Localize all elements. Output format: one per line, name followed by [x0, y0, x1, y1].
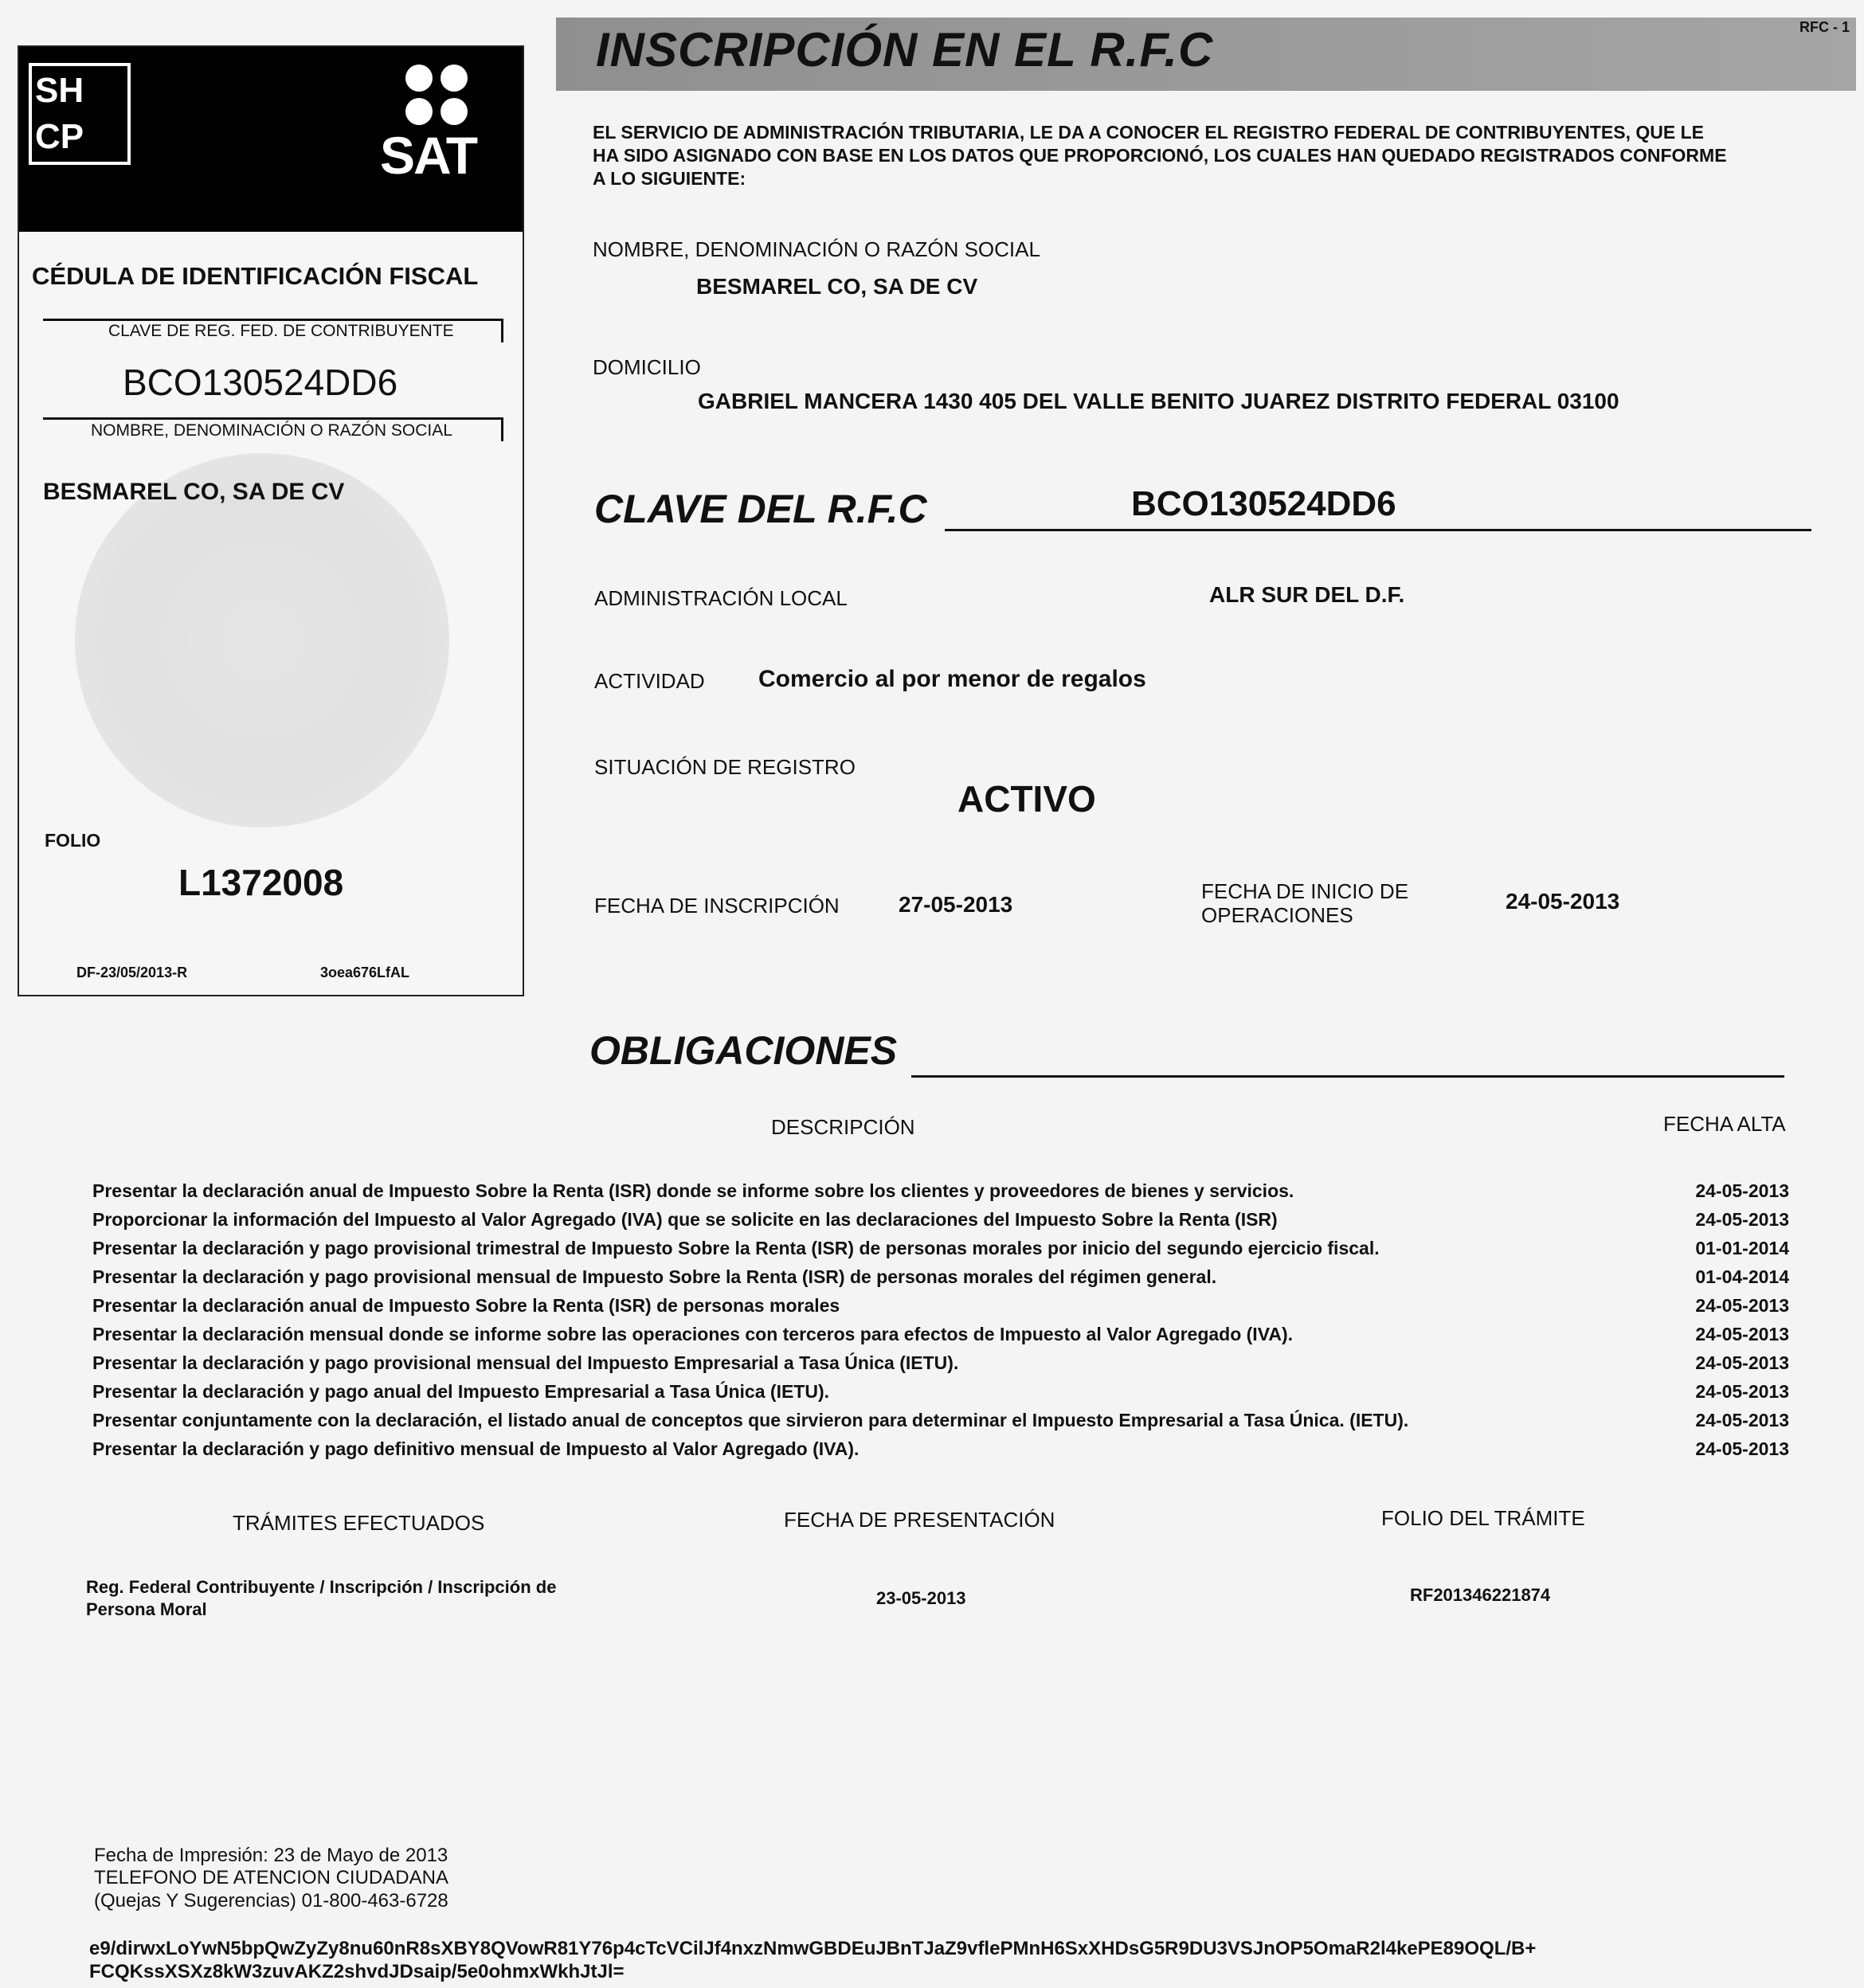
- folio-tramite-header: FOLIO DEL TRÁMITE: [1381, 1506, 1585, 1530]
- intro-line-1: EL SERVICIO DE ADMINISTRACIÓN TRIBUTARIA, LE DA A CONOCER EL REGISTRO FEDERAL DE CONTRIBUYENTES, QUE LE: [593, 122, 1705, 143]
- obligacion-fecha: 24-05-2013: [1695, 1180, 1789, 1201]
- rfc-label: CLAVE DE REG. FED. DE CONTRIBUYENTE: [108, 322, 454, 340]
- nombre-label: NOMBRE, DENOMINACIÓN O RAZÓN SOCIAL: [593, 237, 1040, 261]
- folio-value: L1372008: [178, 862, 344, 903]
- fecha-impresion: Fecha de Impresión: 23 de Mayo de 2013: [94, 1845, 448, 1866]
- domicilio-value: GABRIEL MANCERA 1430 405 DEL VALLE BENITO JUAREZ DISTRITO FEDERAL 03100: [698, 389, 1619, 413]
- name-label: NOMBRE, DENOMINACIÓN O RAZÓN SOCIAL: [91, 421, 452, 440]
- card-header: [19, 47, 523, 232]
- national-seal-watermark: [75, 453, 449, 828]
- obligacion-row: [92, 1352, 1789, 1381]
- tramite-desc-line-1: Reg. Federal Contribuyente / Inscripción / Inscripción de: [86, 1577, 557, 1597]
- obligaciones-title: OBLIGACIONES: [589, 1028, 898, 1073]
- shcp-logo-letters-bottom: CP: [35, 117, 84, 156]
- obligacion-fecha: 24-05-2013: [1695, 1324, 1789, 1344]
- cedula-title: CÉDULA DE IDENTIFICACIÓN FISCAL: [32, 262, 479, 290]
- administracion-label: ADMINISTRACIÓN LOCAL: [594, 586, 848, 610]
- card-footer-hash: 3oea676LfAL: [320, 965, 410, 980]
- name-value: BESMAREL CO, SA DE CV: [43, 479, 345, 505]
- obligacion-fecha: 24-05-2013: [1695, 1352, 1789, 1373]
- obligacion-fecha: 24-05-2013: [1695, 1209, 1789, 1230]
- obligacion-descripcion: Presentar la declaración mensual donde se informe sobre las operaciones con terceros para efectos de Impuesto al Valor Agregado (IVA).: [92, 1324, 1293, 1344]
- telefono-label: TELEFONO DE ATENCION CIUDADANA: [94, 1867, 448, 1888]
- sat-logo-text: SAT: [380, 126, 477, 185]
- folio-label: FOLIO: [45, 830, 101, 851]
- actividad-label: ACTIVIDAD: [594, 669, 705, 693]
- obligacion-fecha: 24-05-2013: [1695, 1295, 1789, 1316]
- obligacion-row: [92, 1410, 1789, 1438]
- obligacion-row: [92, 1438, 1789, 1467]
- intro-line-2: HA SIDO ASIGNADO CON BASE EN LOS DATOS QUE PROPORCIONÓ, LOS CUALES HAN QUEDADO REGISTRADOS CONFORME: [593, 145, 1727, 166]
- telefono-value: (Quejas Y Sugerencias) 01-800-463-6728: [94, 1890, 448, 1912]
- obligacion-fecha: 24-05-2013: [1695, 1410, 1789, 1430]
- descripcion-header: DESCRIPCIÓN: [771, 1115, 915, 1139]
- obligaciones-underline: [911, 1075, 1784, 1078]
- administracion-value: ALR SUR DEL D.F.: [1209, 582, 1405, 607]
- fecha-inicio-label-2: OPERACIONES: [1201, 903, 1353, 927]
- obligacion-descripcion: Proporcionar la información del Impuesto al Valor Agregado (IVA) que se solicite en las declaraciones del Impuesto Sobre la Renta (ISR): [92, 1209, 1278, 1230]
- tramite-fecha-value: 23-05-2013: [876, 1588, 966, 1608]
- fecha-inicio-label-1: FECHA DE INICIO DE: [1201, 879, 1409, 903]
- obligacion-fecha: 01-01-2014: [1695, 1238, 1789, 1258]
- rule-top: [43, 319, 503, 321]
- obligacion-fecha: 24-05-2013: [1695, 1381, 1789, 1402]
- obligacion-descripcion: Presentar la declaración y pago provisional mensual del Impuesto Empresarial a Tasa Única (IETU).: [92, 1352, 959, 1373]
- obligacion-fecha: 01-04-2014: [1695, 1266, 1789, 1287]
- tramite-folio-value: RF201346221874: [1410, 1585, 1551, 1605]
- obligacion-descripcion: Presentar la declaración y pago provisional mensual de Impuesto Sobre la Renta (ISR) de personas morales del régimen general.: [92, 1266, 1217, 1287]
- shcp-logo: [29, 63, 131, 165]
- situacion-value: ACTIVO: [957, 778, 1096, 820]
- obligacion-descripcion: Presentar conjuntamente con la declaración, el listado anual de conceptos que sirvieron para determinar el Impuesto Empresarial a Tasa Única. (IETU).: [92, 1410, 1409, 1430]
- rule-middle: [43, 417, 503, 420]
- actividad-value: Comercio al por menor de regalos: [758, 666, 1146, 692]
- clave-rfc-underline: [945, 529, 1811, 531]
- nombre-value: BESMAREL CO, SA DE CV: [696, 274, 978, 299]
- intro-line-3: A LO SIGUIENTE:: [593, 168, 746, 189]
- form-code: RFC - 1: [1799, 19, 1850, 35]
- shcp-logo-letters-top: SH: [35, 71, 84, 110]
- rfc-value: BCO130524DD6: [123, 362, 398, 403]
- obligacion-descripcion: Presentar la declaración anual de Impuesto Sobre la Renta (ISR) de personas morales: [92, 1295, 840, 1316]
- fecha-presentacion-header: FECHA DE PRESENTACIÓN: [784, 1508, 1055, 1532]
- fecha-alta-header: FECHA ALTA: [1663, 1112, 1786, 1136]
- obligacion-descripcion: Presentar la declaración y pago anual del Impuesto Empresarial a Tasa Única (IETU).: [92, 1381, 830, 1402]
- obligacion-descripcion: Presentar la declaración y pago definitivo mensual de Impuesto al Valor Agregado (IVA).: [92, 1438, 860, 1459]
- obligacion-row: [92, 1324, 1789, 1352]
- title-band: [556, 18, 1856, 91]
- obligacion-row: [92, 1295, 1789, 1324]
- obligacion-row: [92, 1266, 1789, 1295]
- cadena-original-line-2: FCQKssXSXz8kW3zuvAKZ2shvdJDsaip/5e0ohmxWkhJtJl=: [89, 1961, 625, 1982]
- domicilio-label: DOMICILIO: [593, 355, 701, 379]
- fecha-inscripcion-value: 27-05-2013: [899, 892, 1013, 917]
- obligacion-row: [92, 1238, 1789, 1266]
- cadena-original-line-1: e9/dirwxLoYwN5bpQwZyZy8nu60nR8sXBY8QVowR81Y76p4cTcVCilJf4nxzNmwGBDEuJBnTJaZ9vflePMnH6SxXHDsG5R9DU3VSJnOP5OmaR2l4kePE89OQL/B+: [89, 1938, 1537, 1959]
- fecha-inicio-value: 24-05-2013: [1506, 889, 1620, 914]
- cedula-card: [18, 45, 524, 996]
- document-title: INSCRIPCIÓN EN EL R.F.C: [596, 23, 1214, 76]
- clave-rfc-value: BCO130524DD6: [1131, 484, 1396, 523]
- fecha-inscripcion-label: FECHA DE INSCRIPCIÓN: [594, 894, 840, 918]
- obligacion-row: [92, 1180, 1789, 1209]
- obligacion-fecha: 24-05-2013: [1695, 1438, 1789, 1459]
- sat-dots-icon: [405, 65, 469, 128]
- situacion-label: SITUACIÓN DE REGISTRO: [594, 755, 856, 779]
- obligacion-row: [92, 1381, 1789, 1410]
- obligacion-descripcion: Presentar la declaración anual de Impuesto Sobre la Renta (ISR) donde se informe sobre los clientes y proveedores de bienes y servicios.: [92, 1180, 1294, 1201]
- obligacion-row: [92, 1209, 1789, 1238]
- obligacion-descripcion: Presentar la declaración y pago provisional trimestral de Impuesto Sobre la Renta (ISR) de personas morales por inicio del segundo ejercicio fiscal.: [92, 1238, 1380, 1258]
- tramite-desc-line-2: Persona Moral: [86, 1599, 207, 1619]
- tramites-header: TRÁMITES EFECTUADOS: [233, 1511, 485, 1535]
- card-footer-code: DF-23/05/2013-R: [76, 965, 188, 980]
- clave-rfc-label: CLAVE DEL R.F.C: [594, 487, 927, 531]
